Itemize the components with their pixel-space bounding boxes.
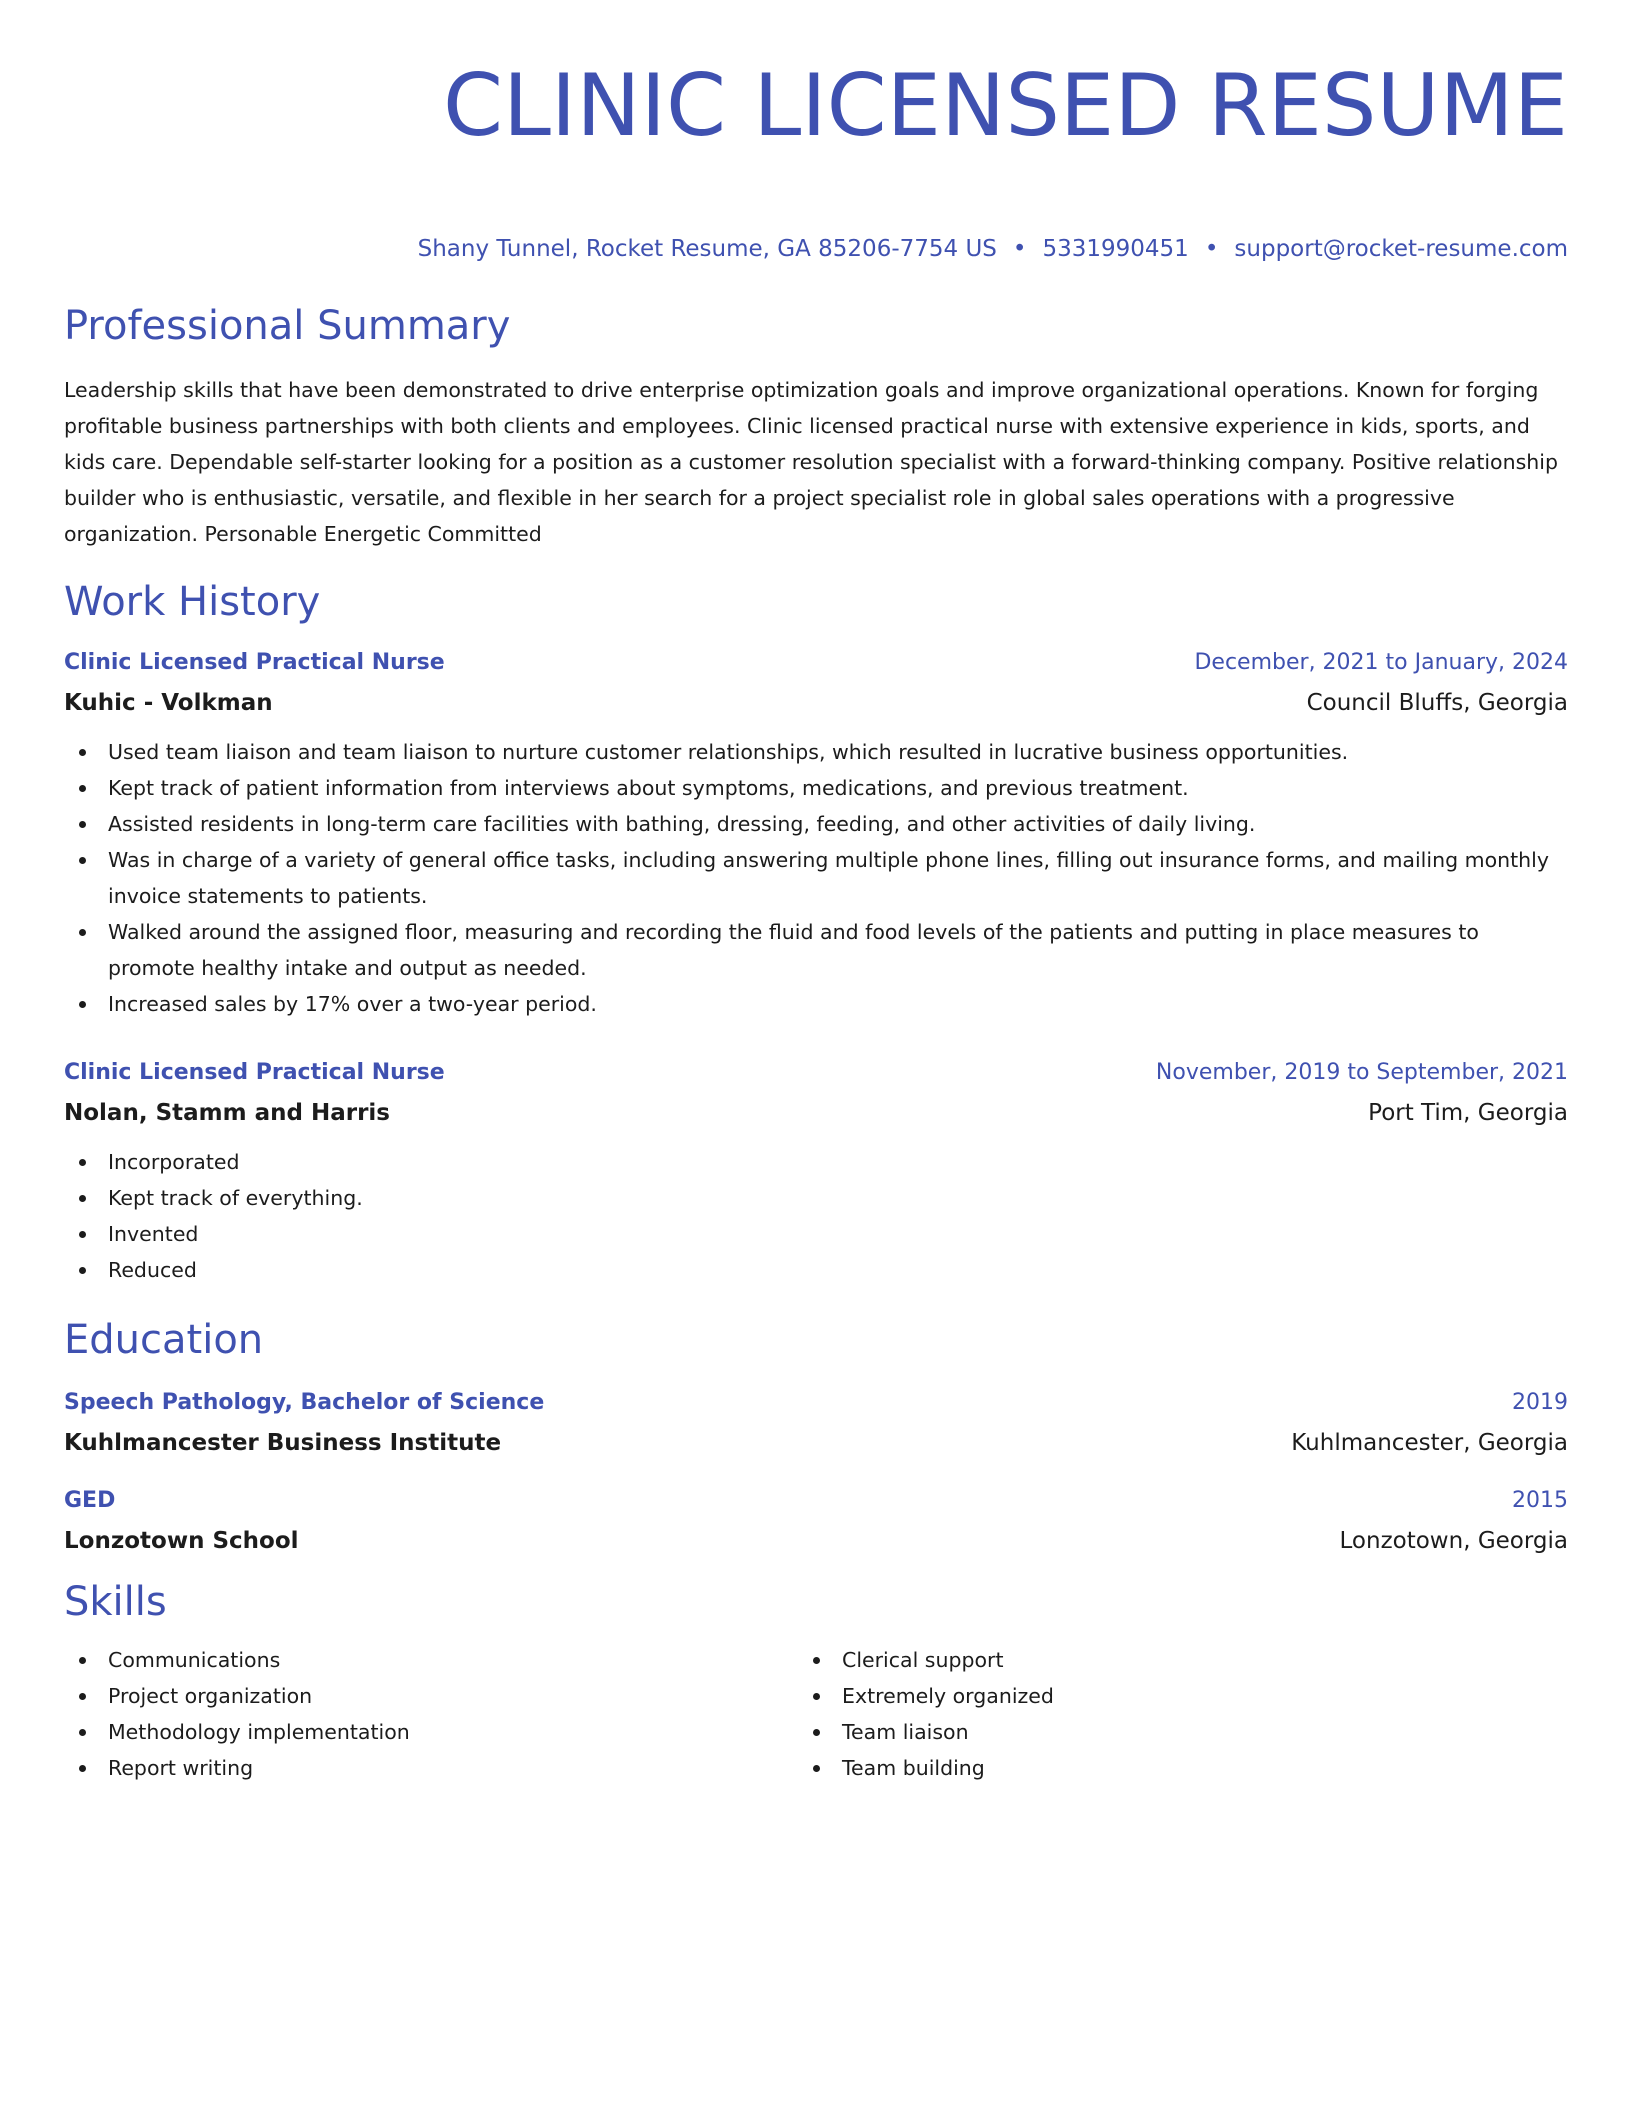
contact-line <box>64 234 1568 264</box>
skills-section <box>64 1578 1568 1786</box>
school-row <box>64 1516 1568 1556</box>
job-bullet: Walked around the assigned floor, measuring and recording the fluid and food levels of the patients and putting in place measures to promote healthy intake and output as needed. <box>64 914 1568 986</box>
skills-heading: Skills <box>64 1579 167 1625</box>
school-name: Lonzotown School <box>64 1528 299 1554</box>
job-title-row <box>64 648 1568 678</box>
skill-item: Clerical support <box>798 1642 1532 1678</box>
job-bullet: Reduced <box>64 1252 1568 1288</box>
job-bullet: Incorporated <box>64 1144 1568 1180</box>
school-location: Kuhlmancester, Georgia <box>1291 1430 1568 1456</box>
job-bullet: Kept track of patient information from interviews about symptoms, medications, and previous treatment. <box>64 770 1568 806</box>
skill-item: Extremely organized <box>798 1678 1532 1714</box>
job-location: Council Bluffs, Georgia <box>1306 690 1568 716</box>
contact-email: support@rocket-resume.com <box>1234 236 1568 262</box>
job-dates: December, 2021 to January, 2024 <box>1194 650 1568 675</box>
job-bullet-list <box>64 1144 1568 1288</box>
work-history-section <box>64 578 1568 1288</box>
skill-item: Communications <box>64 1642 798 1678</box>
education-section <box>64 1316 1568 1556</box>
skill-item: Methodology implementation <box>64 1714 798 1750</box>
graduation-year: 2019 <box>1512 1390 1568 1415</box>
work-history-heading: Work History <box>64 579 321 625</box>
school-row <box>64 1418 1568 1458</box>
job-bullet-list <box>64 734 1568 1022</box>
contact-phone: 5331990451 <box>1042 236 1189 262</box>
education-entry <box>64 1486 1568 1556</box>
job-bullet: Used team liaison and team liaison to nurture customer relationships, which resulted in lucrative business opportunities. <box>64 734 1568 770</box>
job-title: Clinic Licensed Practical Nurse <box>64 650 445 675</box>
contact-address: Shany Tunnel, Rocket Resume, GA 85206-7754 US <box>417 236 997 262</box>
skills-grid <box>64 1642 1568 1786</box>
job-location: Port Tim, Georgia <box>1368 1100 1568 1126</box>
job-bullet: Increased sales by 17% over a two-year period. <box>64 986 1568 1022</box>
education-entry <box>64 1388 1568 1458</box>
job-dates: November, 2019 to September, 2021 <box>1155 1060 1568 1085</box>
education-heading: Education <box>64 1317 264 1363</box>
job-bullet: Assisted residents in long-term care facilities with bathing, dressing, feeding, and other activities of daily living. <box>64 806 1568 842</box>
degree-name: GED <box>64 1488 116 1513</box>
summary-heading: Professional Summary <box>64 303 511 349</box>
job-entry <box>64 648 1568 1022</box>
skills-column-left <box>64 1642 798 1786</box>
graduation-year: 2015 <box>1512 1488 1568 1513</box>
job-bullet: Kept track of everything. <box>64 1180 1568 1216</box>
skill-item: Team building <box>798 1750 1532 1786</box>
degree-row <box>64 1486 1568 1516</box>
resume-title: CLINIC LICENSED RESUME <box>442 56 1568 156</box>
skill-item: Project organization <box>64 1678 798 1714</box>
skill-item: Team liaison <box>798 1714 1532 1750</box>
school-name: Kuhlmancester Business Institute <box>64 1430 502 1456</box>
job-bullet: Was in charge of a variety of general office tasks, including answering multiple phone lines, filling out insurance forms, and mailing monthly invoice statements to patients. <box>64 842 1568 914</box>
resume-header <box>64 58 1568 264</box>
skills-column-right <box>798 1642 1532 1786</box>
degree-row <box>64 1388 1568 1418</box>
job-company-row <box>64 678 1568 718</box>
job-company: Kuhic - Volkman <box>64 690 273 716</box>
school-location: Lonzotown, Georgia <box>1339 1528 1568 1554</box>
job-entry <box>64 1058 1568 1288</box>
job-company: Nolan, Stamm and Harris <box>64 1100 390 1126</box>
skill-item: Report writing <box>64 1750 798 1786</box>
job-title: Clinic Licensed Practical Nurse <box>64 1060 445 1085</box>
job-bullet: Invented <box>64 1216 1568 1252</box>
contact-separator: • <box>1204 236 1219 262</box>
job-company-row <box>64 1088 1568 1128</box>
summary-text: Leadership skills that have been demonstrated to drive enterprise optimization goals and improve organizational operations. Known for forging profitable business partnerships with both clients and employees. Clinic licensed practical nurse with extensive experience in kids, sports, and kids care. Dependable self-starter looking for a position as a customer resolution specialist with a forward-thinking company. Positive relationship builder who is enthusiastic, versatile, and flexible in her search for a project specialist role in global sales operations with a progressive organization. Personable Energetic Committed <box>64 378 1558 546</box>
degree-name: Speech Pathology, Bachelor of Science <box>64 1390 545 1415</box>
contact-separator: • <box>1012 236 1027 262</box>
summary-section <box>64 302 1568 552</box>
job-title-row <box>64 1058 1568 1088</box>
